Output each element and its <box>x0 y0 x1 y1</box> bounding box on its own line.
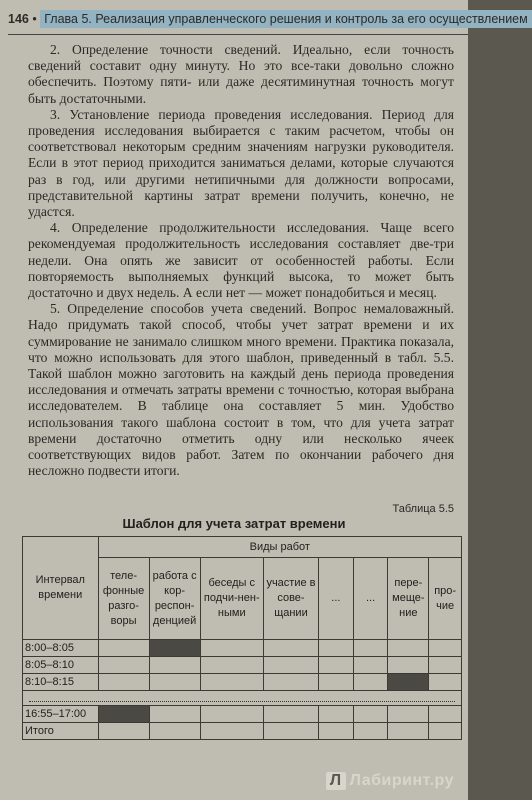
table-cell <box>263 674 318 691</box>
table-cell <box>200 706 263 723</box>
table-cell <box>319 657 354 674</box>
body-text <box>28 42 454 479</box>
work-types-header: Виды работ <box>98 537 461 558</box>
watermark-logo: Л Лабиринт.ру <box>326 772 454 790</box>
table-cell <box>429 706 462 723</box>
table-cell <box>263 640 318 657</box>
row-interval: 8:10–8:15 <box>23 674 99 691</box>
table-cell <box>388 723 429 740</box>
table-cell <box>149 723 200 740</box>
table-cell <box>98 657 149 674</box>
table-cell <box>149 657 200 674</box>
table-cell <box>263 657 318 674</box>
header-rule <box>8 34 468 35</box>
table-cell <box>319 706 354 723</box>
table-row <box>23 640 462 657</box>
table-cell <box>98 674 149 691</box>
table-cell <box>200 657 263 674</box>
chapter-title: Глава 5. Реализация управленческого решения и контроль за его осуществлением <box>40 10 532 28</box>
row-interval: 8:00–8:05 <box>23 640 99 657</box>
row-interval: 8:05–8:10 <box>23 657 99 674</box>
table-cell-marked <box>149 640 200 657</box>
table-row <box>23 706 462 723</box>
page-number: 146 <box>8 12 29 26</box>
table-row <box>23 674 462 691</box>
column-header: ... <box>319 558 354 640</box>
table-cell <box>429 674 462 691</box>
table-cell <box>388 657 429 674</box>
table-cell <box>353 640 388 657</box>
table-cell <box>319 640 354 657</box>
table-cell <box>429 723 462 740</box>
column-header: ... <box>353 558 388 640</box>
paragraph-methods: 5. Определение способов учета сведений. Вопрос немаловажный. Надо придумать такой способ, чтобы учет затрат времени и их суммирование не занимало слишком много времени. Практика показала, что можно использовать для этого шаблон, приведенный в табл. 5.5. Такой шаблон можно заготовить на каждый день периода проведения исследования и отмечать затраты времени с точностью, которая выбрана исследователем. В таблице она составляет 5 мин. Удобство использования такого шаблона состоит в том, что для учета затрат времени достаточно отметить одну или несколько ячеек соответствующих видов работ. Затем по окончании рабочего дня несложно подвести итоги. <box>28 301 454 479</box>
header-row-top <box>23 537 462 558</box>
labirint-icon: Л <box>326 772 346 790</box>
table-caption: Таблица 5.5 <box>392 503 454 515</box>
table-cell <box>149 706 200 723</box>
table-cell <box>200 723 263 740</box>
column-header: работа с кор-респон-денцией <box>149 558 200 640</box>
column-header: участие в сове-щании <box>263 558 318 640</box>
dotted-separator <box>29 701 455 702</box>
table-cell <box>353 674 388 691</box>
table-cell <box>388 640 429 657</box>
paragraph-period: 3. Установление периода проведения исследования. Период для проведения исследования выбирается с таким расчетом, чтобы он соответствовал некоторым средним значениям нагрузки руководителя. Если в этот период приходится заниматься делами, которые случаются раз в год, или другими нетипичными для должности вопросами, представительной картины затрат времени получить, конечно, не удастся. <box>28 106 454 220</box>
table-row <box>23 657 462 674</box>
table-title: Шаблон для учета затрат времени <box>122 516 346 531</box>
table-cell <box>200 640 263 657</box>
table-cell <box>98 640 149 657</box>
interval-header: Интервал времени <box>23 537 99 640</box>
row-interval: 16:55–17:00 <box>23 706 99 723</box>
column-header: пере-меще-ние <box>388 558 429 640</box>
omitted-rows <box>23 691 462 706</box>
column-header: теле-фонные разго-воры <box>98 558 149 640</box>
total-label: Итого <box>23 723 99 740</box>
table-cell <box>319 674 354 691</box>
column-header: беседы с подчи-нен-ными <box>200 558 263 640</box>
table-cell <box>200 674 263 691</box>
table-cell <box>353 706 388 723</box>
running-header: 146 • Глава 5. Реализация управленческого решения и контроль за его осуществлением <box>8 12 468 34</box>
table-cell <box>388 706 429 723</box>
table-cell <box>263 706 318 723</box>
table-cell <box>319 723 354 740</box>
paragraph-duration: 4. Определение продолжительности исследования. Чаще всего рекомендуемая продолжительность исследования составляет две-три недели. Она опять же зависит от особенностей работы. Если повторяемость выполняемых функций высока, то может быть достаточно и двух недель. А если нет — может понадобиться и месяц. <box>28 220 454 301</box>
table-cell <box>353 657 388 674</box>
table-cell-marked <box>98 706 149 723</box>
column-header: про-чие <box>429 558 462 640</box>
table-cell <box>149 674 200 691</box>
paragraph-accuracy: 2. Определение точности сведений. Идеально, если точность сведений составит одну минуту. Но это все-таки довольно сложно обеспечить. Поэтому пяти- или даже десятиминутная точность могут быть достаточными. <box>28 42 454 106</box>
table-cell <box>353 723 388 740</box>
time-tracking-table <box>22 536 462 740</box>
table-cell-marked <box>388 674 429 691</box>
table-cell <box>263 723 318 740</box>
table-cell <box>429 657 462 674</box>
table-cell <box>429 640 462 657</box>
table-cell <box>98 723 149 740</box>
total-row <box>23 723 462 740</box>
